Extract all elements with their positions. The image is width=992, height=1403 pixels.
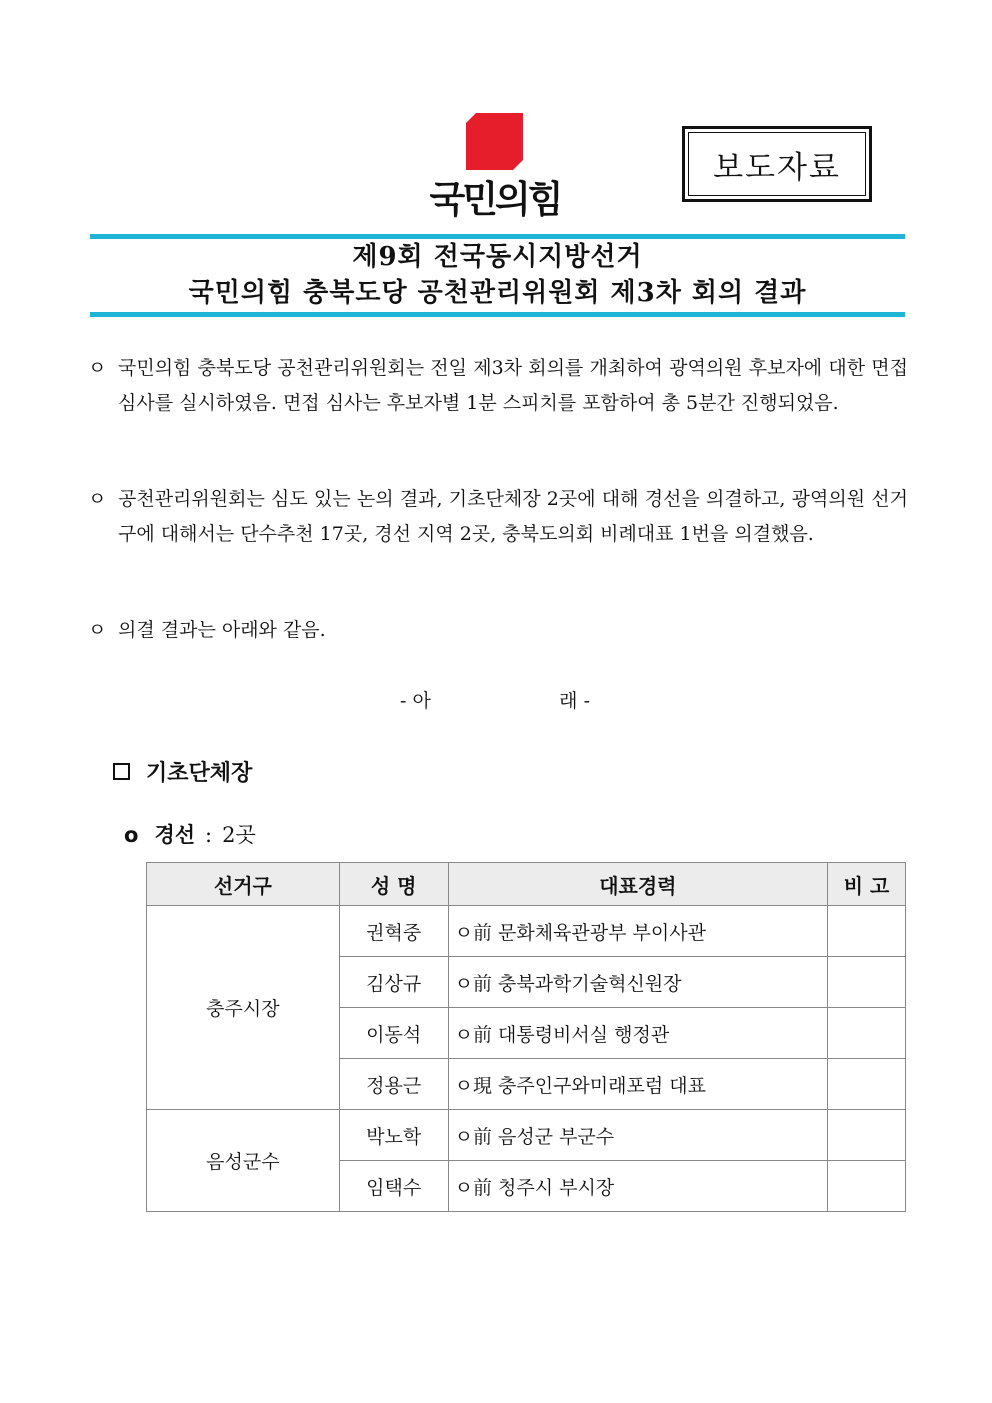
subsection-bullet: o [124, 823, 139, 847]
header-note: 비 고 [828, 863, 906, 906]
below-heading-open: - 아 [400, 690, 431, 712]
press-release-box [682, 126, 872, 202]
candidate-note [828, 1161, 906, 1212]
candidate-note [828, 957, 906, 1008]
section-heading [113, 756, 252, 787]
section-title-text: 기초단체장 [146, 760, 253, 786]
candidate-note [828, 1110, 906, 1161]
candidate-name: 박노학 [339, 1110, 448, 1161]
candidate-career: ㅇ前 음성군 부군수 [448, 1110, 827, 1161]
paragraph-text: 의결 결과는 아래와 같음. [118, 619, 326, 641]
candidate-career: ㅇ前 충북과학기술혁신원장 [448, 957, 827, 1008]
document-title-line1: 제9회 전국동시지방선거 [352, 242, 643, 272]
candidate-career: ㅇ現 충주인구와미래포럼 대표 [448, 1059, 827, 1110]
table-header-row [147, 863, 906, 906]
below-heading [400, 686, 590, 713]
district-cell: 충주시장 [147, 906, 340, 1110]
paragraph-2 [88, 482, 908, 552]
candidate-note [828, 1008, 906, 1059]
candidate-name: 이동석 [339, 1008, 448, 1059]
candidate-name: 임택수 [339, 1161, 448, 1212]
candidate-name: 권혁중 [339, 906, 448, 957]
title-rule-top [90, 234, 905, 239]
subsection-count: 2곳 [222, 823, 256, 847]
header-name: 성 명 [339, 863, 448, 906]
subsection-colon: : [205, 823, 213, 847]
candidates-table [146, 862, 906, 1212]
candidate-career: ㅇ前 청주시 부시장 [448, 1161, 827, 1212]
candidate-career: ㅇ前 문화체육관광부 부이사관 [448, 906, 827, 957]
candidate-name: 김상규 [339, 957, 448, 1008]
paragraph-3 [88, 613, 908, 648]
paragraph-text: 국민의힘 충북도당 공천관리위원회는 전일 제3차 회의를 개최하여 광역의원 후보자에 대한 면접 심사를 실시하였음. 면접 심사는 후보자별 1분 스피치를 포함하여 총 5분간 진행되었음. [118, 357, 908, 414]
candidate-name: 정용근 [339, 1059, 448, 1110]
bullet-marker: ㅇ [88, 488, 107, 510]
subsection-heading [124, 819, 256, 849]
party-logo-icon [466, 113, 523, 170]
district-cell: 음성군수 [147, 1110, 340, 1212]
title-rule-bottom [90, 312, 905, 317]
header-district: 선거구 [147, 863, 340, 906]
bullet-marker: ㅇ [88, 619, 107, 641]
paragraph-1 [88, 351, 908, 421]
candidate-note [828, 906, 906, 957]
bullet-marker: ㅇ [88, 357, 107, 379]
subsection-label: 경선 [154, 822, 196, 847]
document-title-line2: 국민의힘 충북도당 공천관리위원회 제3차 회의 결과 [188, 278, 807, 308]
party-logo-mark [466, 113, 523, 170]
table-row [147, 1110, 906, 1161]
paragraph-text: 공천관리위원회는 심도 있는 논의 결과, 기초단체장 2곳에 대해 경선을 의결하고, 광역의원 선거구에 대해서는 단수추천 17곳, 경선 지역 2곳, 충북도의회 비례대표 1번을 의결했음. [118, 488, 908, 545]
header-career: 대표경력 [448, 863, 827, 906]
candidate-note [828, 1059, 906, 1110]
table-row [147, 906, 906, 957]
party-logo-text: 국민의힘 [429, 178, 561, 221]
below-heading-close: 래 - [559, 690, 590, 712]
candidate-career: ㅇ前 대통령비서실 행정관 [448, 1008, 827, 1059]
press-release-label: 보도자료 [688, 132, 866, 196]
checkbox-square-icon [113, 763, 130, 780]
